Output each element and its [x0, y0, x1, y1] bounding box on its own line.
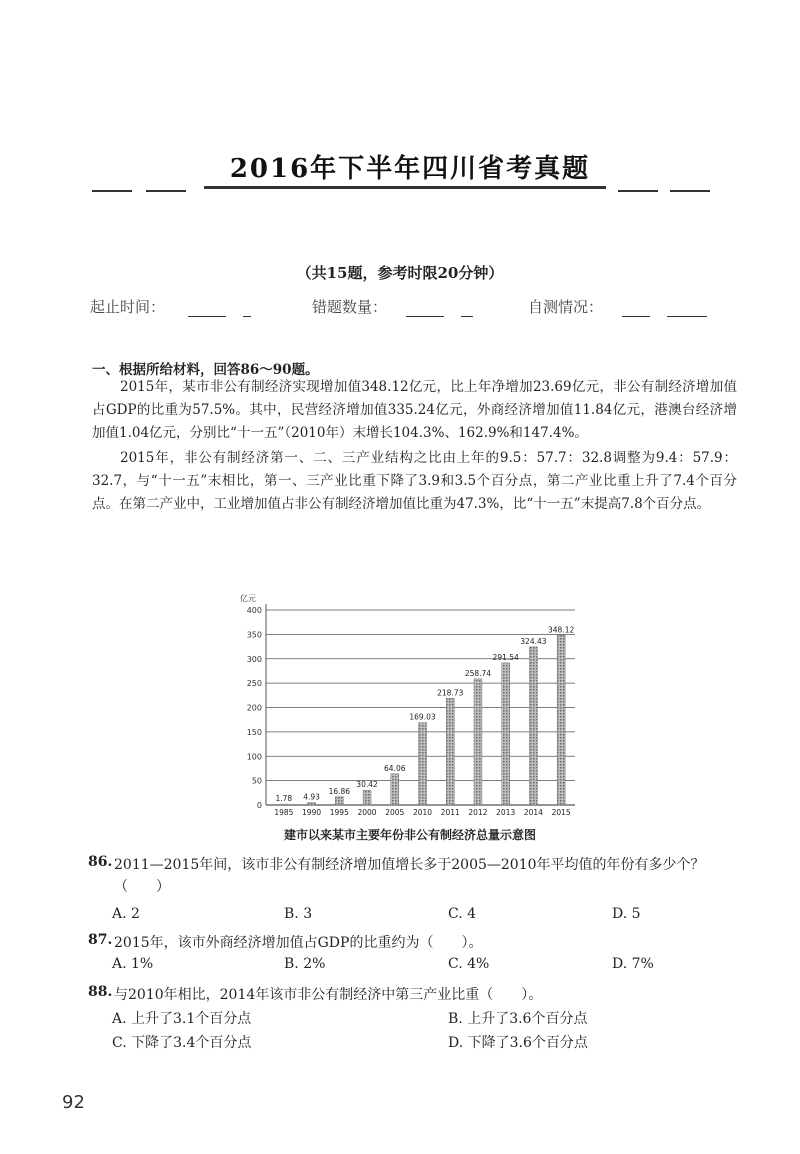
- blank-line: [622, 302, 650, 317]
- x-tick-label: 1990: [302, 808, 322, 817]
- blank-line: [667, 302, 707, 317]
- wrong-count-label: 错题数量：: [312, 298, 388, 316]
- title-underline-left-2: [146, 190, 186, 192]
- x-tick-label: 2011: [440, 808, 460, 817]
- blank-line: [243, 302, 251, 317]
- options-87: [112, 956, 712, 978]
- data-label: 30.42: [356, 780, 378, 790]
- option-a[interactable]: A. 上升了3.1个百分点: [112, 1011, 252, 1027]
- data-label: 64.06: [384, 763, 406, 773]
- bar: [391, 774, 399, 805]
- bar: [474, 679, 482, 805]
- y-tick-label: 100: [246, 752, 262, 762]
- question-text: 2015年，该市外商经济增加值占GDP的比重约为（ ）。: [114, 935, 483, 951]
- data-label: 1.78: [275, 794, 293, 804]
- chart-caption: 建市以来某市主要年份非公有制经济总量示意图: [283, 828, 536, 842]
- bar: [308, 803, 316, 805]
- y-axis-unit: 亿元: [240, 594, 256, 603]
- material-paragraph: 2015年，某市非公有制经济实现增加值348.12亿元，比上年净增加23.69亿元，非公有制经济增加值占GDP的比重为57.5%。其中，民营经济增加值335.24亿元，外商经济增加值11.84亿元，港澳台经济增加值1.04亿元，分别比“十一五”（2010年）末增长104.3%、162.9%和147.4%。: [92, 379, 737, 441]
- x-tick-label: 2015: [551, 808, 571, 817]
- data-label: 218.73: [437, 688, 464, 698]
- option-c[interactable]: C. 下降了3.4个百分点: [112, 1035, 252, 1051]
- question-88: [88, 984, 748, 1008]
- bar: [280, 804, 288, 805]
- x-tick-label: 2005: [385, 808, 405, 817]
- bar: [557, 635, 565, 805]
- y-tick-label: 250: [246, 679, 262, 689]
- start-end-time-field: [90, 296, 251, 317]
- x-tick-label: 2000: [357, 808, 377, 817]
- bar: [446, 698, 454, 805]
- option-c[interactable]: C. 4: [448, 906, 477, 922]
- y-tick-label: 0: [256, 801, 262, 810]
- bar: [363, 790, 371, 805]
- y-tick-label: 150: [246, 727, 262, 737]
- start-end-time-label: 起止时间：: [90, 298, 166, 316]
- question-86: [88, 854, 748, 910]
- bar-chart-svg: [230, 590, 590, 822]
- question-87: [88, 932, 748, 956]
- title-underline-right-1: [618, 190, 658, 192]
- option-a[interactable]: A. 1%: [112, 956, 154, 972]
- page-title: 2016年下半年四川省考真题: [229, 154, 591, 184]
- title-underline-left-1: [92, 190, 132, 192]
- options-88: [112, 1008, 712, 1056]
- x-tick-label: 2014: [523, 808, 543, 817]
- bar: [529, 647, 537, 805]
- option-c[interactable]: C. 4%: [448, 956, 490, 972]
- question-text: 与2010年相比，2014年该市非公有制经济中第三产业比重（ ）。: [114, 987, 543, 1003]
- wrong-count-field: [312, 296, 473, 317]
- option-b[interactable]: B. 2%: [284, 956, 326, 972]
- question-text: 2011—2015年间，该市非公有制经济增加值增长多于2005—2010年平均值的年份有多少个？（ ）: [114, 857, 705, 895]
- subtitle: （共15题，参考时限20分钟）: [296, 264, 504, 282]
- y-tick-label: 200: [246, 703, 262, 713]
- x-tick-label: 2010: [412, 808, 433, 817]
- self-assessment-field: [528, 296, 707, 317]
- x-tick-label: 2013: [496, 808, 516, 817]
- blank-line: [406, 302, 444, 317]
- blank-line: [461, 302, 473, 317]
- data-label: 4.93: [303, 792, 320, 802]
- bar: [419, 723, 427, 805]
- option-b[interactable]: B. 上升了3.6个百分点: [448, 1011, 588, 1027]
- page-number: 92: [62, 1092, 85, 1113]
- option-b[interactable]: B. 3: [284, 906, 313, 922]
- option-d[interactable]: D. 下降了3.6个百分点: [448, 1035, 588, 1051]
- option-a[interactable]: A. 2: [112, 906, 140, 922]
- data-label: 16.86: [328, 786, 351, 796]
- question-number: 88.: [88, 984, 113, 1000]
- question-number: 86.: [88, 854, 113, 870]
- material-text: [92, 376, 737, 516]
- question-number: 87.: [88, 932, 113, 948]
- x-tick-label: 2012: [468, 808, 488, 817]
- y-tick-label: 50: [251, 776, 262, 786]
- y-tick-label: 350: [246, 630, 262, 640]
- bar-chart: [230, 590, 590, 822]
- title-underline-right-2: [670, 190, 710, 192]
- data-label: 169.03: [409, 712, 436, 722]
- option-d[interactable]: D. 7%: [612, 956, 654, 972]
- y-tick-label: 400: [246, 606, 262, 615]
- title-underline: [204, 186, 606, 189]
- title-row: [0, 148, 800, 192]
- bar: [335, 797, 343, 805]
- y-tick-label: 300: [246, 654, 262, 664]
- x-tick-label: 1985: [274, 808, 294, 817]
- data-label: 324.43: [520, 636, 547, 646]
- bar: [502, 663, 510, 805]
- self-check-row: [90, 296, 750, 322]
- blank-line: [188, 302, 226, 317]
- options-86: [112, 906, 712, 928]
- material-paragraph: 2015年，非公有制经济第一、二、三产业结构之比由上年的9.5：57.7：32.8调整为9.4：57.9：32.7，与“十一五”末相比，第一、三产业比重下降了3.9和3.5个百分点，第二产业比重上升了7.4个百分点。在第二产业中，工业增加值占非公有制经济增加值比重为47.3%，比“十一五”末提高7.8个百分点。: [92, 450, 737, 512]
- x-tick-label: 1995: [329, 808, 349, 817]
- option-d[interactable]: D. 5: [612, 906, 641, 922]
- section-title: 一、根据所给材料，回答86～90题。: [92, 362, 319, 378]
- self-assessment-label: 自测情况：: [528, 298, 604, 316]
- data-label: 348.12: [548, 625, 575, 635]
- data-label: 291.54: [492, 652, 519, 662]
- data-label: 258.74: [464, 668, 492, 678]
